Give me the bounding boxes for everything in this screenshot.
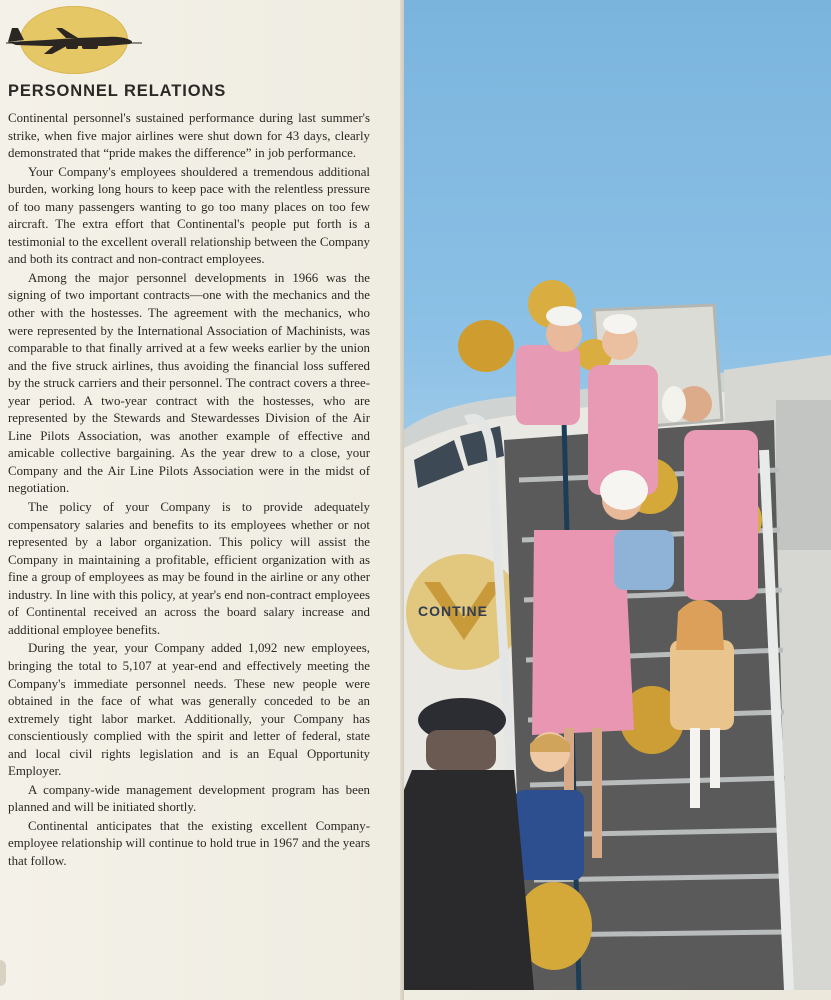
airplane-icon — [6, 20, 142, 60]
fuselage-lettering: CONTINE — [418, 603, 488, 619]
photo-illustration — [404, 0, 831, 990]
paragraph: A company-wide management development program has been planned and will be initiated shortly. — [8, 782, 370, 815]
paragraph: Continental anticipates that the existing excellent Company-employee relationship will continue to hold true in 1967 and the years that follow. — [8, 818, 370, 868]
paragraph: Continental personnel's sustained performance during last summer's strike, when five major airlines were shut down for 43 days, clearly demonstrated that “pride makes the difference” in job performance. — [8, 111, 370, 161]
body-text — [8, 110, 370, 871]
paragraph: The policy of your Company is to provide adequately compensatory salaries and benefits to its employees whether or not represented by a labor organization. This policy will assist the Company in maintaining a profitable, efficient organization with as fine a group of employees as may be found in the airline or any other industry. In line with this policy, at year's end non-contract employees of Continental received an across the board salary increase and additional employee benefits. — [8, 500, 370, 637]
paragraph: During the year, your Company added 1,092 new employees, bringing the total to 5,107 at year-end and effectively meeting the Company's immediate personnel needs. These new people were obtained in the face of what was generally conceded to be an extremely tight labor market. Additionally, your Company has conscientiously complied with the spirit and letter of federal, state and local civil rights legislation and is an Equal Opportunity Employer. — [8, 641, 370, 779]
paragraph: Among the major personnel developments in 1966 was the signing of two important contracts—one with the mechanics and the other with the hostesses. The agreement with the mechanics, who were represented by the International Association of Machinists, was comparable to that finally arrived at a few weeks earlier by the union and the five struck airlines, thus avoiding the financial loss suffered by the struck carriers and their personnel. The contract covers a three-year period. A two-year contract with the hostesses, who are represented by the Stewards and Stewardesses Division of the Air Line Pilots Association, was another example of effective and amicable collective bargaining. As the year drew to a close, your Company and the Air Line Pilots Association were in the midst of negotiation. — [8, 270, 370, 496]
paragraph: Your Company's employees shouldered a tremendous additional burden, working long hours to keep pace with the relentless pressure of too many passengers wanting to go too many places on too few aircraft. The extra effort that Continental's people put forth is a testimonial to the excellent overall relationship between the Company and both its contract and non-contract employees. — [8, 164, 370, 267]
airplane-logo-emblem — [20, 6, 128, 74]
section-heading: PERSONNEL RELATIONS — [8, 82, 227, 100]
page-edge-mark — [0, 960, 6, 986]
photo-hostesses-on-airstairs — [404, 0, 831, 990]
